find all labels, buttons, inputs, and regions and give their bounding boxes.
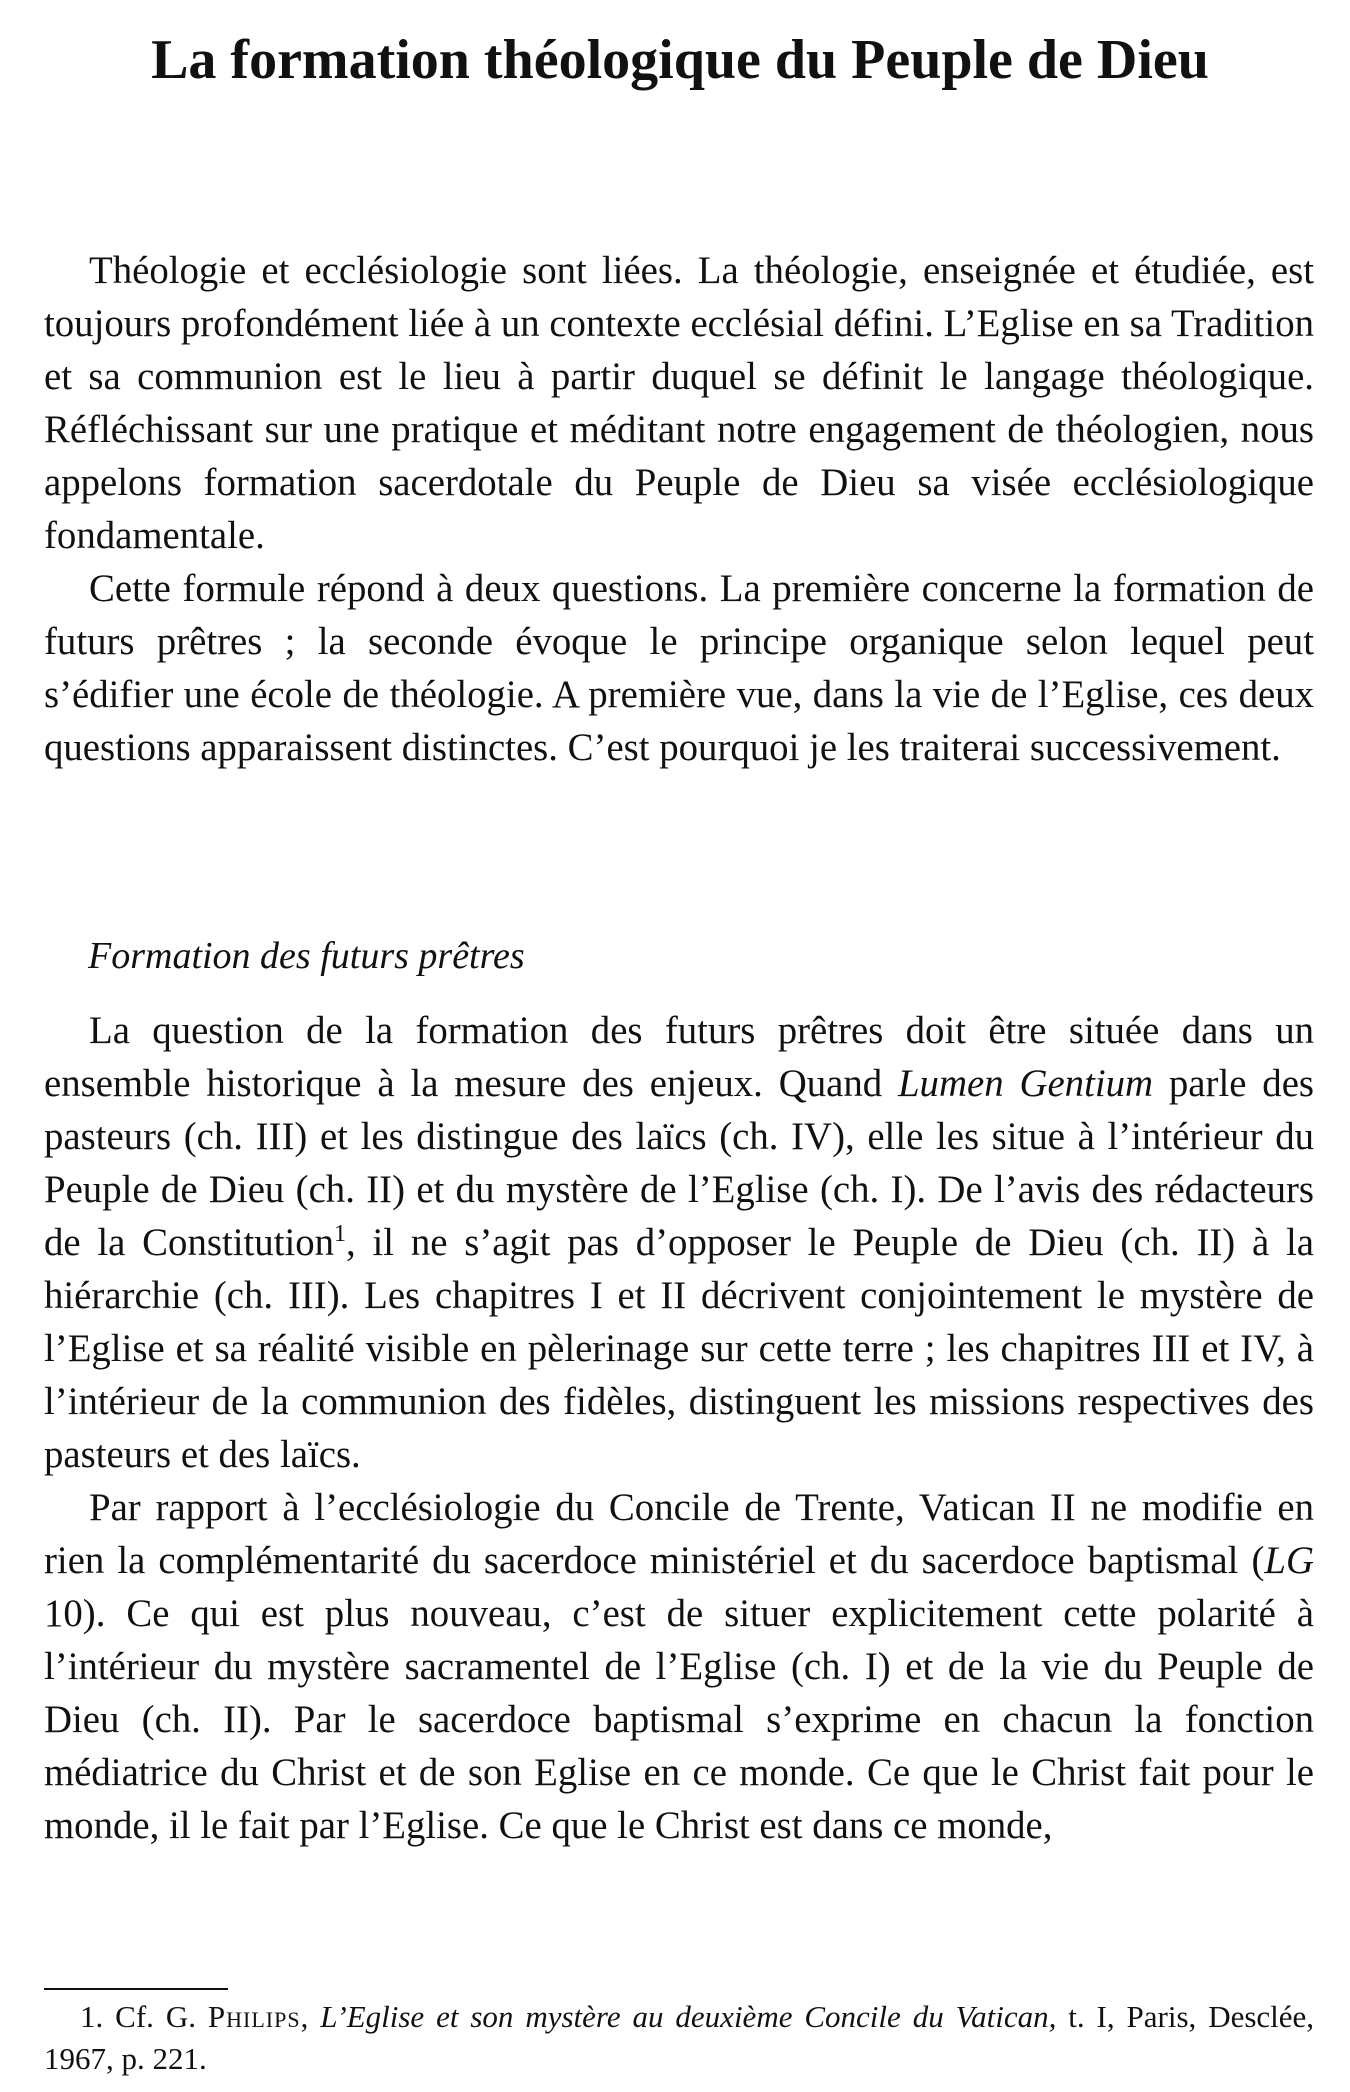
footnote-reference[interactable]: 1 bbox=[334, 1221, 347, 1247]
footnote-work-title: L’Eglise et son mystère au deuxième Concile du Vatican, bbox=[320, 1999, 1057, 2034]
section-paragraph-2 bbox=[44, 1481, 1314, 1852]
footnote-author: Philips bbox=[207, 1999, 301, 2034]
intro-paragraph-2: Cette formule répond à deux questions. La première concerne la formation de futurs prêtres ; la seconde évoque le principe organique selon lequel peut s’édifier une école de théologie. A première vue, dans la vie de l’Eglise, ces deux questions apparaissent distinctes. C’est pourquoi je les traiterai successivement. bbox=[44, 567, 1314, 769]
intro-paragraph-1: Théologie et ecclésiologie sont liées. La théologie, enseignée et étudiée, est toujours profondément liée à un contexte ecclésial défini. L’Eglise en sa Tradition et sa communion est le lieu à partir duquel se définit le langage théologique. Réfléchissant sur une pratique et méditant notre engagement de théologien, nous appelons formation sacerdotale du Peuple de Dieu sa visée ecclésiologique fondamentale. bbox=[44, 249, 1314, 557]
section-body bbox=[44, 1004, 1314, 1852]
paragraph-text: La question de la formation des futurs prêtres doit être située dans un ensemble historique à la mesure des enjeux. Quand bbox=[44, 1009, 1314, 1105]
footnote-number: 1. bbox=[80, 1999, 104, 2034]
paragraph-text: parle des pasteurs (ch. III) et les distingue des laïcs (ch. IV), elle les situe à l’intérieur du Peuple de Dieu (ch. II) et du mystère de l’Eglise (ch. I). De l’avis des rédacteurs de la Constitution bbox=[44, 1062, 1315, 1264]
footnote-prefix: Cf. G. bbox=[115, 1999, 196, 2034]
section-paragraph-1 bbox=[44, 1004, 1314, 1481]
footnote-publication: t. I, Paris, Desclée, 1967, p. 221. bbox=[44, 1999, 1315, 2076]
section-heading: Formation des futurs prêtres bbox=[88, 935, 525, 977]
footnote: 1. Cf. G. Philips, L’Eglise et son mystère au deuxième Concile du Vatican, t. I, Paris, Desclée, 1967, p. 221. bbox=[44, 1999, 1315, 2076]
paragraph-text: , il ne s’agit pas d’opposer le Peuple de Dieu (ch. II) à la hiérarchie (ch. III). Les chapitres I et II décrivent conjointement le mystère de l’Eglise et sa réalité visible en pèlerinage sur cette terre ; les chapitres III et IV, à l’intérieur de la communion des fidèles, distinguent les missions respectives des pasteurs et des laïcs. bbox=[44, 1221, 1314, 1476]
lg-abbreviation: LG bbox=[1264, 1539, 1314, 1582]
intro-section bbox=[44, 244, 1314, 774]
paragraph-text: 10). Ce qui est plus nouveau, c’est de situer explicitement cette polarité à l’intérieur du mystère sacramentel de l’Eglise (ch. I) et de la vie du Peuple de Dieu (ch. II). Par le sacerdoce baptismal s’exprime en chacun la fonction médiatrice du Christ et de son Eglise en ce monde. Ce que le Christ fait pour le monde, il le fait par l’Eglise. Ce que le Christ est dans ce monde, bbox=[44, 1592, 1314, 1847]
paragraph-text: Par rapport à l’ecclésiologie du Concile de Trente, Vatican II ne modifie en rien la complémentarité du sacerdoce ministériel et du sacerdoce baptismal ( bbox=[44, 1486, 1314, 1582]
page-title: La formation théologique du Peuple de Dieu bbox=[151, 29, 1209, 91]
footnote-divider bbox=[44, 1988, 228, 1990]
lumen-gentium-title: Lumen Gentium bbox=[897, 1062, 1154, 1105]
